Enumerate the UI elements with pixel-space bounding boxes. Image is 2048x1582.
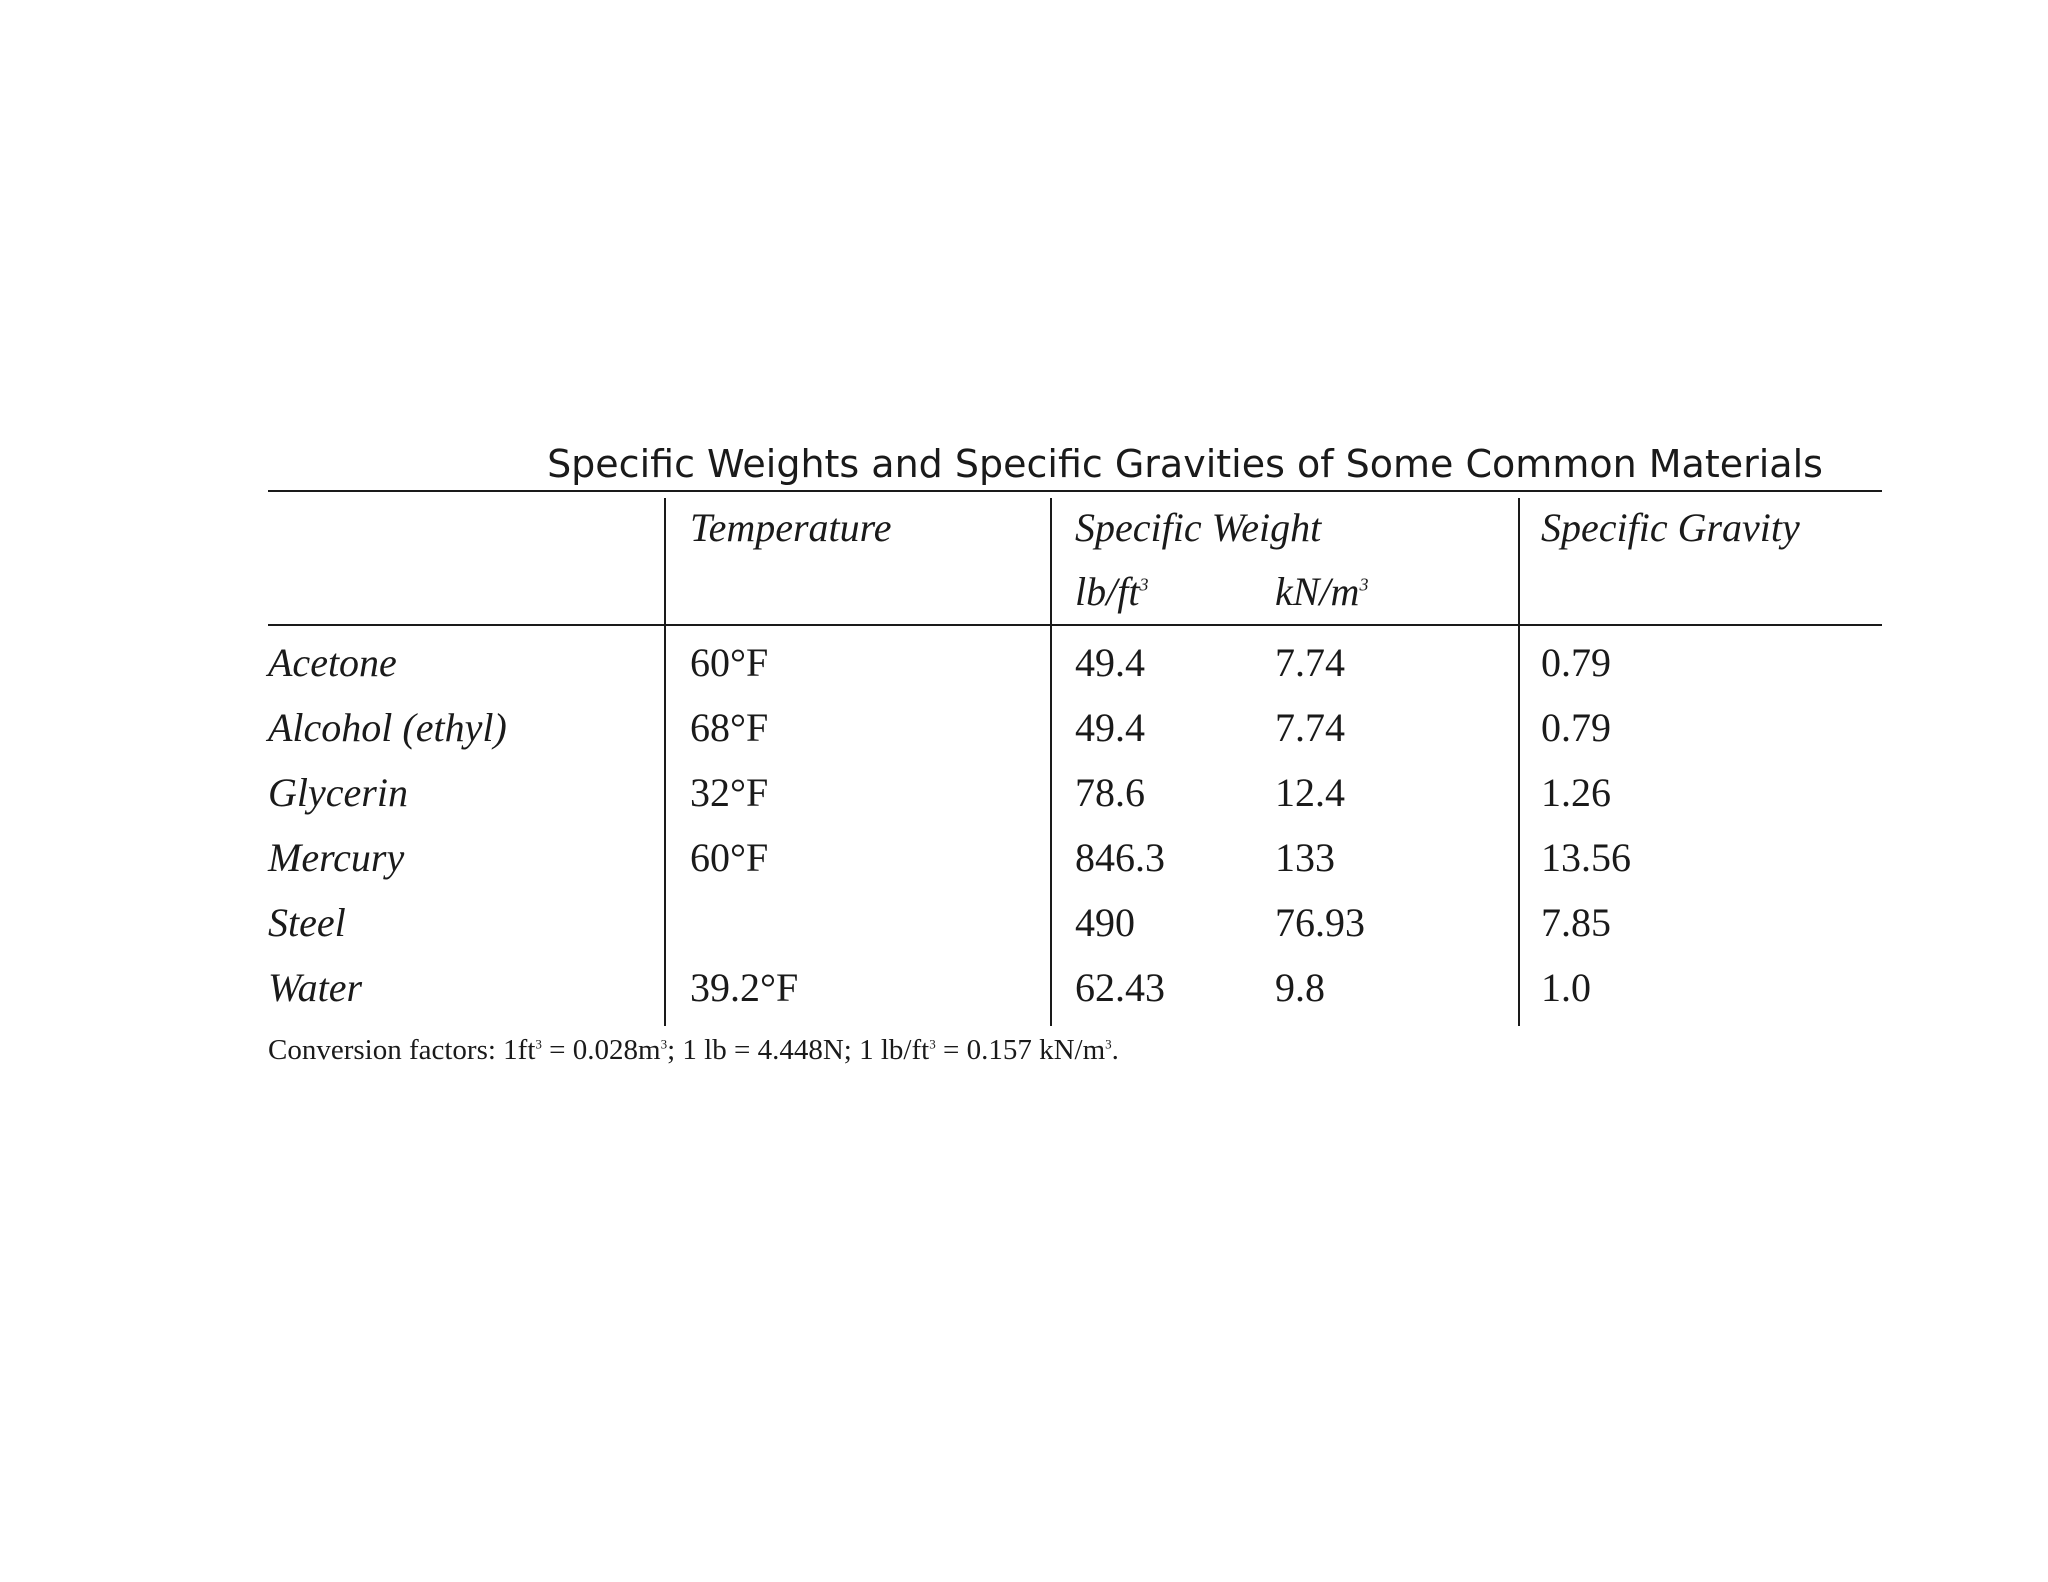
column-divider-3 (1518, 498, 1520, 1026)
material-name: Mercury (268, 835, 405, 880)
table-row (268, 630, 1882, 695)
specific-gravity-value: 13.56 (1541, 835, 1631, 880)
material-name: Acetone (268, 640, 397, 685)
kn-m3-value: 7.74 (1275, 640, 1345, 685)
unit-lb-ft3: $lb/ft^3$ (1075, 568, 1149, 614)
lb-ft3-value: 62.43 (1075, 965, 1165, 1010)
conversion-footnote: Conversion factors: $1ft^3 = 0.028m^3$; 1 lb = 4.448N; 1 $lb/ft^3 = 0.157$ $kN/m^3$. (268, 1034, 1119, 1066)
lb-ft3-value: 846.3 (1075, 835, 1165, 880)
kn-m3-value: 9.8 (1275, 965, 1325, 1010)
kn-m3-value: 76.93 (1275, 900, 1365, 945)
specific-gravity-value: 1.26 (1541, 770, 1611, 815)
kn-m3-value: 133 (1275, 835, 1335, 880)
kn-m3-value: 12.4 (1275, 770, 1345, 815)
lb-ft3-value: 78.6 (1075, 770, 1145, 815)
material-name: Alcohol (ethyl) (268, 705, 507, 750)
lb-ft3-value: 490 (1075, 900, 1135, 945)
unit-kn-m3: $kN/m^3$ (1275, 568, 1369, 614)
materials-table (268, 438, 1882, 1067)
table-body (268, 626, 1882, 1026)
temperature-value: 68°F (690, 705, 769, 750)
units-row (268, 558, 1882, 624)
column-divider-2 (1050, 498, 1052, 1026)
temperature-value: 32°F (690, 770, 769, 815)
header-row (268, 492, 1882, 558)
table-title: Specific Weights and Specific Gravities of Some Common Materials (547, 442, 1823, 486)
table-grid (268, 492, 1882, 1026)
specific-gravity-value: 1.0 (1541, 965, 1591, 1010)
header-specific-weight: Specific Weight (1075, 504, 1322, 550)
table-row (268, 760, 1882, 825)
table-row (268, 955, 1882, 1020)
specific-gravity-value: 0.79 (1541, 705, 1611, 750)
temperature-value: 60°F (690, 640, 769, 685)
material-name: Glycerin (268, 770, 408, 815)
column-divider-1 (664, 498, 666, 1026)
material-name: Water (268, 965, 363, 1010)
material-name: Steel (268, 900, 346, 945)
temperature-value: 60°F (690, 835, 769, 880)
lb-ft3-value: 49.4 (1075, 705, 1145, 750)
kn-m3-value: 7.74 (1275, 705, 1345, 750)
lb-ft3-value: 49.4 (1075, 640, 1145, 685)
specific-gravity-value: 7.85 (1541, 900, 1611, 945)
header-temperature: Temperature (690, 504, 892, 550)
header-specific-gravity: Specific Gravity (1541, 504, 1800, 550)
table-row (268, 825, 1882, 890)
table-row (268, 890, 1882, 955)
table-row (268, 695, 1882, 760)
specific-gravity-value: 0.79 (1541, 640, 1611, 685)
temperature-value: 39.2°F (690, 965, 799, 1010)
